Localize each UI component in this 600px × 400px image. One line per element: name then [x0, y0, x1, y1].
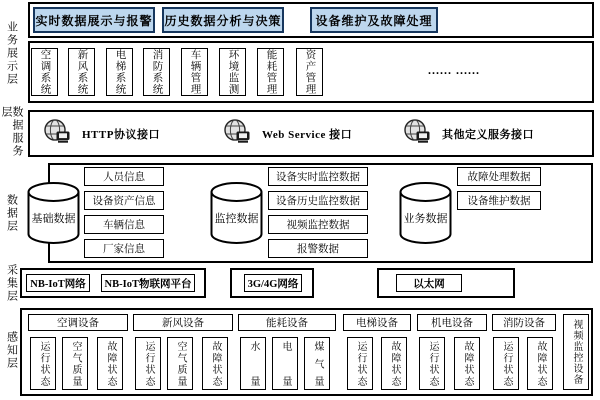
- service-item-webservice: [224, 120, 352, 147]
- service-item-other: [404, 120, 534, 147]
- web-service-icon: [224, 119, 251, 149]
- video-monitor-label: 视频监控设备: [571, 319, 582, 385]
- device-status-label: 空气质量: [70, 341, 81, 386]
- device-status-box: [135, 337, 161, 390]
- system-box-asset: [296, 48, 323, 96]
- device-status-label: 故障状态: [535, 341, 546, 386]
- layer-label-display: 业务展示层: [5, 20, 18, 86]
- device-status-box: [30, 337, 56, 390]
- ellipsis-text: ...... ......: [428, 63, 480, 77]
- system-box-label: 消防系统: [151, 49, 163, 95]
- device-status-box: [304, 337, 330, 390]
- device-status-label: 故障状态: [105, 341, 116, 386]
- top-module-history: 历史数据分析与决策: [162, 7, 284, 33]
- system-box-label: 能耗管理: [265, 49, 277, 95]
- device-status-label: 煤气量: [312, 341, 323, 386]
- device-status-label: 运行状态: [38, 341, 49, 386]
- device-group-header: 消防设备: [492, 314, 556, 331]
- top-module-maintenance: 设备维护及故障处理: [310, 7, 438, 33]
- data-item-box: 视频监控数据: [268, 215, 368, 234]
- device-status-label: 运行状态: [501, 341, 512, 386]
- layer-label-data: 数据层: [5, 193, 18, 233]
- device-status-label: 电量: [280, 341, 291, 386]
- web-service-icon: [44, 119, 71, 149]
- layer-label-perception: 感知层: [5, 330, 18, 370]
- service-item-label: Web Service 接口: [262, 128, 353, 141]
- device-status-box: [240, 337, 266, 390]
- web-service-icon: [404, 119, 431, 149]
- data-item-box: 人员信息: [84, 167, 164, 186]
- device-group-header: 电梯设备: [343, 314, 411, 331]
- database-label: 业务数据: [403, 213, 448, 225]
- network-box: 3G/4G网络: [244, 274, 302, 292]
- device-status-box: [97, 337, 123, 390]
- system-box-fresh-air: [68, 48, 95, 96]
- system-box-label: 新风系统: [76, 49, 88, 95]
- database-cylinder-basic: [27, 181, 80, 245]
- layer-label-collection: 采集层: [5, 263, 18, 303]
- device-status-label: 运行状态: [355, 341, 366, 386]
- network-box: NB-IoT网络: [26, 274, 90, 292]
- layer-label-data-service: 数据服务层: [0, 106, 23, 158]
- system-box-hvac: [31, 48, 58, 96]
- data-item-box: 厂家信息: [84, 239, 164, 258]
- system-box-label: 空调系统: [39, 49, 51, 95]
- device-status-box: [202, 337, 228, 390]
- device-group-header: 空调设备: [28, 314, 128, 331]
- system-box-environment: [219, 48, 246, 96]
- data-item-box: 设备维护数据: [457, 191, 541, 210]
- data-item-box: 设备历史监控数据: [268, 191, 368, 210]
- system-box-label: 电梯系统: [114, 49, 126, 95]
- device-status-label: 运行状态: [143, 341, 154, 386]
- video-monitor-box: [563, 314, 589, 390]
- device-status-label: 故障状态: [389, 341, 400, 386]
- service-item-label: 其他定义服务接口: [442, 128, 534, 141]
- database-cylinder-monitoring: [210, 181, 263, 245]
- system-box-elevator: [106, 48, 133, 96]
- device-status-label: 空气质量: [175, 341, 186, 386]
- device-status-box: [454, 337, 480, 390]
- top-module-realtime: 实时数据展示与报警: [33, 7, 155, 33]
- service-item-http: [44, 120, 160, 147]
- system-box-label: 资产管理: [304, 49, 316, 95]
- device-group-header: 机电设备: [417, 314, 487, 331]
- device-group-header: 新风设备: [133, 314, 233, 331]
- data-item-box: 报警数据: [268, 239, 368, 258]
- system-box-label: 环境监测: [227, 49, 239, 95]
- device-status-box: [167, 337, 193, 390]
- data-item-box: 故障处理数据: [457, 167, 541, 186]
- database-label: 基础数据: [31, 213, 76, 225]
- device-status-label: 故障状态: [210, 341, 221, 386]
- device-status-box: [381, 337, 407, 390]
- system-box-label: 车辆管理: [189, 49, 201, 95]
- network-box: NB-IoT物联网平台: [101, 274, 195, 292]
- database-label: 监控数据: [214, 213, 259, 225]
- device-status-box: [62, 337, 88, 390]
- system-box-vehicle: [181, 48, 208, 96]
- service-item-label: HTTP协议接口: [82, 128, 160, 141]
- system-box-fire: [143, 48, 170, 96]
- network-box: 以太网: [396, 274, 462, 292]
- device-group-header: 能耗设备: [238, 314, 336, 331]
- system-box-energy: [257, 48, 284, 96]
- device-status-label: 水量: [248, 341, 259, 386]
- device-status-box: [347, 337, 373, 390]
- device-status-box: [493, 337, 519, 390]
- device-status-label: 故障状态: [462, 341, 473, 386]
- device-status-box: [272, 337, 298, 390]
- data-item-box: 设备实时监控数据: [268, 167, 368, 186]
- database-cylinder-business: [399, 181, 452, 245]
- data-item-box: 设备资产信息: [84, 191, 164, 210]
- data-item-box: 车辆信息: [84, 215, 164, 234]
- device-status-box: [527, 337, 553, 390]
- device-status-box: [419, 337, 445, 390]
- device-status-label: 运行状态: [427, 341, 438, 386]
